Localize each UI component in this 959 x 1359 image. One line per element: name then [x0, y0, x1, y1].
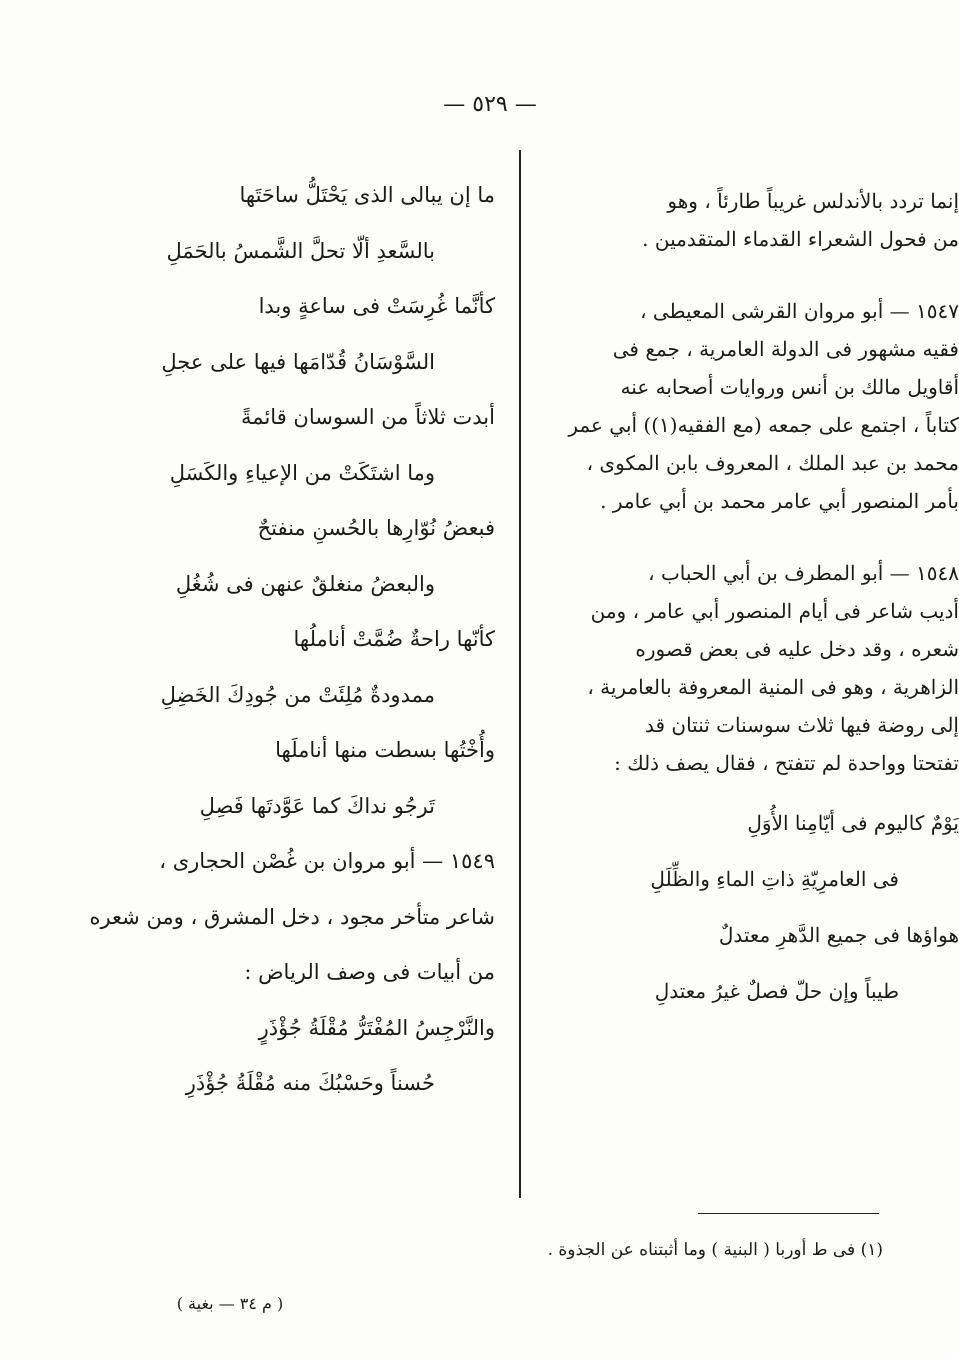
page-number: — ٥٢٩ — — [443, 92, 537, 117]
text-line: محمد بن عبد الملك ، المعروف بابن المكوى ، — [586, 451, 959, 475]
text-line: من أبيات فى وصف الرياض : — [244, 960, 495, 984]
verse-line: تَرجُو نداكَ كما عَوَّدتَها فَصِلِ — [199, 793, 435, 818]
text-line: أقاويل مالك بن أنس وروايات أصحابه عنه — [620, 375, 959, 399]
text-line: الزاهرية ، وهو فى المنية المعروفة بالعامرية ، — [587, 675, 959, 699]
entry-heading-1549: ١٥٤٩ — أبو مروان بن غُصْن الحجارى ، — [159, 849, 495, 873]
text-line: بأمر المنصور أبي عامر محمد بن أبي عامر . — [600, 489, 959, 513]
verse-line: السَّوْسَانُ قُدّامَها فيها على عجلِ — [161, 349, 435, 374]
verse-line: طيباً وإن حلّ فصلٌ غيرُ معتدلِ — [654, 979, 899, 1003]
text-line: إنما تردد بالأندلس غريباً طارئاً ، وهو — [667, 189, 959, 213]
verse-line: أبدت ثلاثاً من السوسان قائمةً — [241, 405, 495, 429]
verse-line: ما إن يبالى الذى يَحْتَلُّ ساحَتَها — [239, 183, 495, 207]
verse-line: والنَّرْجِسُ المُفْتَرُّ مُقْلَةُ جُؤْذَرٍ — [258, 1015, 495, 1040]
column-divider — [519, 150, 521, 1198]
verse-line: وأُخْتُها بسطت منها أناملَها — [275, 738, 495, 762]
text-line: فقيه مشهور فى الدولة العامرية ، جمع فى — [612, 337, 959, 361]
text-line: أديب شاعر فى أيام المنصور أبي عامر ، ومن — [590, 599, 959, 623]
entry-heading-1547: ١٥٤٧ — أبو مروان القرشى المعيطى ، — [640, 299, 959, 323]
entry-heading-1548: ١٥٤٨ — أبو المطرف بن أبي الحباب ، — [648, 561, 959, 585]
footnote-rule — [698, 1213, 879, 1214]
printer-signature: ( م ٣٤ — بغية ) — [176, 1294, 284, 1313]
verse-line: بالسَّعدِ ألّا تحلَّ الشَّمسُ بالحَمَلِ — [166, 238, 435, 263]
text-line: كتاباً ، اجتمع على جمعه (مع الفقيه(١)) أبي عمر — [568, 413, 959, 437]
verse-line: فبعضُ نُوّارِها بالحُسنِ منفتحٌ — [257, 516, 495, 540]
text-line: شعره ، وقد دخل عليه فى بعض قصوره — [635, 637, 959, 661]
text-line: إلى روضة فيها ثلاث سوسنات ثنتان قد — [644, 713, 959, 737]
verse-line: حُسناً وحَسْبُكَ منه مُقْلَةُ جُؤْذَرِ — [185, 1071, 435, 1095]
verse-line: وما اشتَكَتْ من الإعياءِ والكَسَلِ — [169, 460, 435, 485]
verse-line: ممدودةٌ مُلِئَتْ من جُودِكَ الخَضِلِ — [160, 682, 435, 707]
left-column — [89, 168, 495, 1112]
text-line: شاعر متأخر مجود ، دخل المشرق ، ومن شعره — [89, 904, 495, 929]
verse-line: والبعضُ منغلقٌ عنهن فى شُغُلِ — [175, 571, 435, 596]
verse-line: فى العامرِيّةِ ذاتِ الماءِ والظِّلَلِ — [650, 867, 899, 891]
verse-line: يَوْمٌ كاليوم فى أيّامِنا الأُوَلِ — [747, 811, 959, 835]
footnote: (١) فى ط أوربا ( البنية ) وما أثبتناه عن الجذوة . — [547, 1240, 883, 1260]
verse-line: هواؤها فى جميع الدَّهرِ معتدلٌ — [718, 923, 959, 947]
right-column — [528, 182, 959, 1010]
text-line: من فحول الشعراء القدماء المتقدمين . — [642, 227, 959, 251]
text-line: تفتحتا وواحدة لم تتفتح ، فقال يصف ذلك : — [614, 751, 959, 775]
verse-line: كأنَّما غُرِسَتْ فى ساعةٍ وبدا — [258, 294, 495, 318]
verse-line: كأنّها راحةٌ ضُمَّتْ أناملُها — [293, 627, 495, 651]
